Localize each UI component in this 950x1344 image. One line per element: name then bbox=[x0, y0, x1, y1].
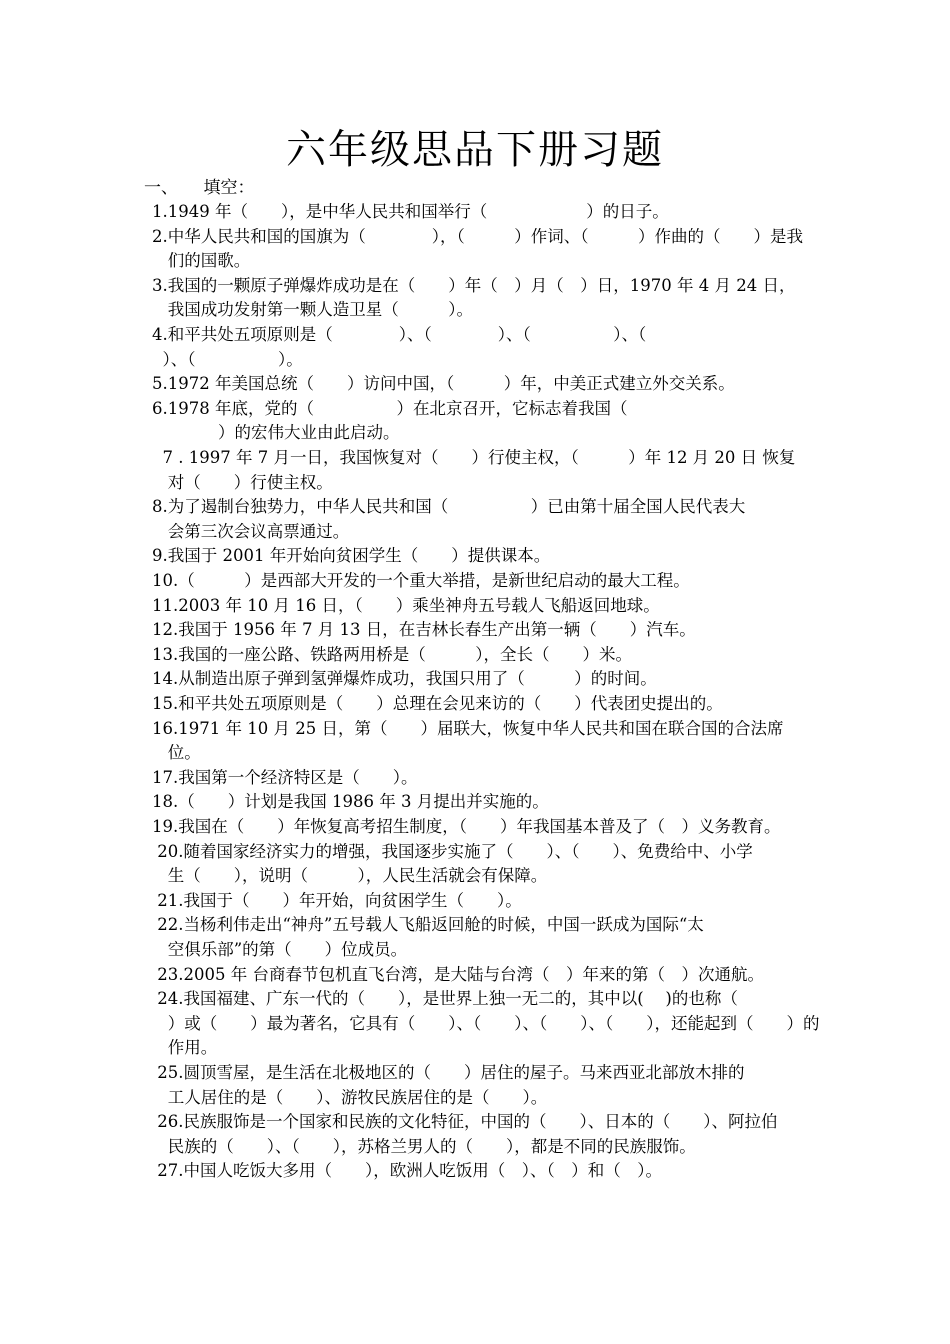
question-text: 25.圆顶雪屋，是生活在北极地区的（ ）居住的屋子。马来西亚北部放木排的 bbox=[152, 1063, 745, 1082]
question-text: 17.我国第一个经济特区是（ ）。 bbox=[152, 767, 418, 787]
question-continuation: ）、（ ）。 bbox=[152, 349, 303, 369]
question-text: 18.（ ）计划是我国 1986 年 3 月提出并实施的。 bbox=[152, 792, 549, 812]
question-continuation: 工人居住的是（ ）、游牧民族居住的是（ ）。 bbox=[152, 1087, 548, 1107]
question-text: 5.1972 年美国总统（ ）访问中国，（ ）年，中美正式建立外交关系。 bbox=[152, 374, 735, 394]
question-text: 9.我国于 2001 年开始向贫困学生（ ）提供课本。 bbox=[152, 546, 551, 566]
question-text: 27.中国人吃饭大多用（ ），欧洲人吃饭用（ ）、（ ）和（ ）。 bbox=[152, 1161, 662, 1181]
question-text: 21.我国于（ ）年开始，向贫困学生（ ）。 bbox=[152, 890, 522, 910]
question-text: 26.民族服饰是一个国家和民族的文化特征，中国的（ ）、日本的（ ）、阿拉伯 bbox=[152, 1112, 778, 1132]
question-text: 20.随着国家经济实力的增强，我国逐步实施了（ ）、（ ）、免费给中、小学 bbox=[152, 841, 753, 861]
question-text: 15.和平共处五项原则是（ ）总理在会见来访的（ ）代表团史提出的。 bbox=[152, 694, 723, 713]
question-text: 22.当杨利伟走出“神舟”五号载人飞船返回舱的时候，中国一跃成为国际“太 bbox=[152, 915, 704, 935]
question-continuation: 会第三次会议高票通过。 bbox=[152, 521, 350, 541]
question-text: 4.和平共处五项原则是（ ）、（ ）、（ ）、（ bbox=[152, 325, 647, 344]
question-continuation: 作用。 bbox=[152, 1038, 218, 1058]
question-continuation: 我国成功发射第一颗人造卫星（ ）。 bbox=[152, 300, 473, 320]
question-text: 2.中华人民共和国的国旗为（ ），（ ）作词、（ ）作曲的（ ）是我 bbox=[152, 226, 803, 246]
page-title: 六年级思品下册习题 bbox=[286, 127, 664, 173]
question-text: 12.我国于 1956 年 7 月 13 日，在吉林长春生产出第一辆（ ）汽车。 bbox=[152, 620, 696, 640]
question-continuation: 对（ ）行使主权。 bbox=[152, 472, 333, 492]
question-continuation: 位。 bbox=[152, 743, 201, 763]
question-text: 10.（ ）是西部大开发的一个重大举措，是新世纪启动的最大工程。 bbox=[152, 571, 690, 590]
question-continuation: ）的宏伟大业由此启动。 bbox=[152, 423, 400, 443]
question-continuation: 空俱乐部”的第（ ）位成员。 bbox=[152, 940, 408, 959]
question-text: 8.为了遏制台独势力，中华人民共和国（ ）已由第十届全国人民代表大 bbox=[152, 497, 746, 517]
question-text: 19.我国在（ ）年恢复高考招生制度，（ ）年我国基本普及了（ ）义务教育。 bbox=[152, 817, 781, 836]
question-text: 6.1978 年底，党的（ ）在北京召开，它标志着我国（ bbox=[152, 398, 628, 418]
question-continuation: 生（ ），说明（ ），人民生活就会有保障。 bbox=[152, 866, 548, 886]
question-text: 1.1949 年（ ），是中华人民共和国举行（ ）的日子。 bbox=[152, 202, 669, 221]
question-continuation: 民族的（ ）、（ ），苏格兰男人的（ ），都是不同的民族服饰。 bbox=[152, 1136, 696, 1156]
question-text: 14.从制造出原子弹到氢弹爆炸成功，我国只用了（ ）的时间。 bbox=[152, 669, 657, 689]
question-continuation: 们的国歌。 bbox=[152, 251, 251, 271]
question-continuation: ）或（ ）最为著名，它具有（ ）、（ ）、（ ）、（ ），还能起到（ ）的 bbox=[152, 1013, 820, 1033]
question-text: 3.我国的一颗原子弹爆炸成功是在（ ）年（ ）月（ ）日，1970 年 4 月 24 日， bbox=[152, 275, 796, 295]
question-text: 16.1971 年 10 月 25 日，第（ ）届联大，恢复中华人民共和国在联合国的合法席 bbox=[152, 718, 784, 738]
question-text: 13.我国的一座公路、铁路两用桥是（ ），全长（ ）米。 bbox=[152, 644, 632, 664]
section-heading: 一、 填空： bbox=[144, 178, 255, 198]
question-text: 7 . 1997 年 7 月一日，我国恢复对（ ）行使主权，（ ）年 12 月 20 日 恢复 bbox=[152, 448, 796, 467]
question-text: 24.我国福建、广东一代的（ ），是世界上独一无二的，其中以( )的也称（ bbox=[152, 989, 738, 1009]
question-text: 11.2003 年 10 月 16 日，（ ）乘坐神舟五号载人飞船返回地球。 bbox=[152, 595, 660, 615]
question-text: 23.2005 年 台商春节包机直飞台湾，是大陆与台湾（ ）年来的第（ ）次通航。 bbox=[152, 964, 764, 984]
